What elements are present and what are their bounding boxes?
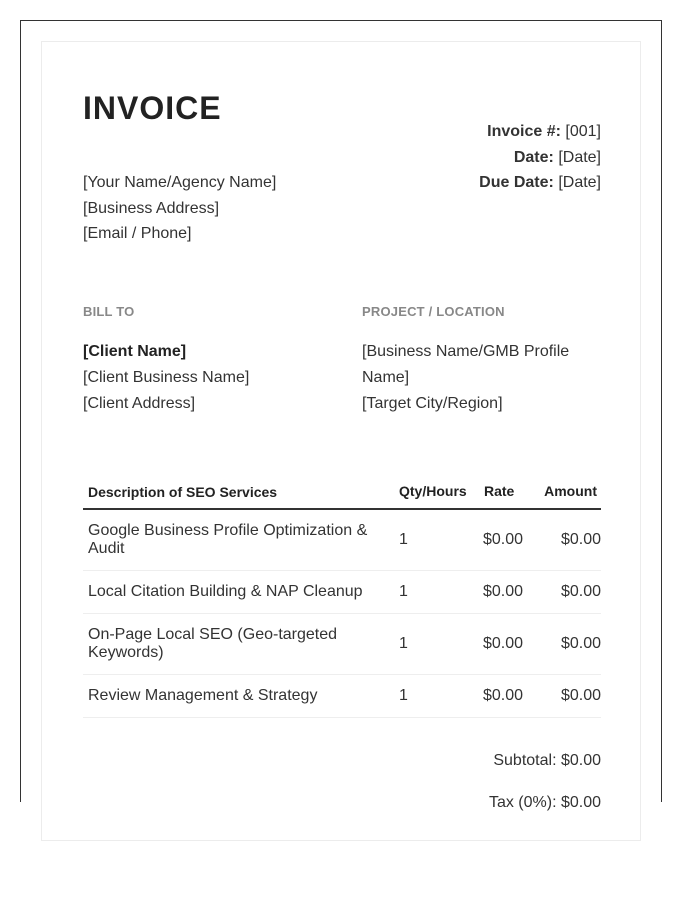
row-description: Local Citation Building & NAP Cleanup: [88, 583, 363, 600]
services-table: [83, 470, 601, 718]
invoice-page: [41, 41, 641, 841]
project-block: [362, 339, 602, 417]
project-location-label: PROJECT / LOCATION: [362, 304, 505, 319]
client-name: [Client Name]: [83, 343, 187, 360]
invoice-number-line: [301, 119, 601, 145]
row-qty: 1: [399, 635, 408, 652]
project-target-region: [Target City/Region]: [362, 395, 503, 412]
row-rate: $0.00: [483, 531, 524, 548]
row-description: On-Page Local SEO (Geo-targeted Keywords): [88, 626, 338, 661]
table-row: [83, 571, 601, 614]
table-row: [83, 510, 601, 571]
invoice-date-label: Date:: [513, 148, 554, 166]
sender-address: [Business Address]: [83, 199, 220, 217]
bill-to-label: BILL TO: [83, 304, 135, 319]
sender-contact: [Email / Phone]: [83, 225, 192, 242]
row-rate: $0.00: [483, 583, 524, 600]
document-viewport: [20, 20, 662, 811]
row-qty: 1: [399, 687, 408, 704]
row-qty: 1: [399, 583, 408, 600]
project-business-name: [Business Name/GMB Profile Name]: [362, 343, 570, 386]
invoice-number-value: [001]: [565, 123, 601, 140]
invoice-date-line: [301, 145, 601, 171]
invoice-meta: [301, 119, 601, 196]
header-qty: Qty/Hours: [399, 483, 467, 499]
invoice-number-label: Invoice #:: [487, 123, 561, 140]
header-rate: Rate: [484, 483, 515, 499]
row-amount: $0.00: [560, 583, 601, 600]
invoice-title: INVOICE: [83, 90, 222, 126]
subtotal-line: Subtotal: $0.00: [493, 752, 601, 769]
table-header: [83, 470, 601, 510]
client-address: [Client Address]: [83, 395, 196, 412]
due-date-value: [Date]: [558, 174, 601, 191]
row-rate: $0.00: [483, 687, 524, 704]
client-business-name: [Client Business Name]: [83, 369, 250, 386]
invoice-date-value: [Date]: [558, 148, 601, 166]
table-row: [83, 614, 601, 675]
totals-block: [301, 752, 601, 836]
header-description: Description of SEO Services: [88, 484, 278, 500]
table-row: [83, 675, 601, 718]
sender-info: [83, 170, 276, 247]
header-amount: Amount: [544, 483, 597, 499]
row-rate: $0.00: [483, 635, 524, 652]
due-date-label: Due Date:: [479, 174, 554, 191]
sender-name: [Your Name/Agency Name]: [83, 174, 277, 191]
bill-to-block: [83, 339, 343, 417]
row-qty: 1: [399, 531, 408, 548]
row-amount: $0.00: [560, 531, 601, 548]
due-date-line: [301, 170, 601, 196]
row-amount: $0.00: [560, 687, 601, 704]
row-description: Review Management & Strategy: [88, 687, 318, 704]
tax-line: Tax (0%): $0.00: [488, 794, 601, 811]
row-description: Google Business Profile Optimization & Audit: [88, 522, 368, 557]
row-amount: $0.00: [560, 635, 601, 652]
